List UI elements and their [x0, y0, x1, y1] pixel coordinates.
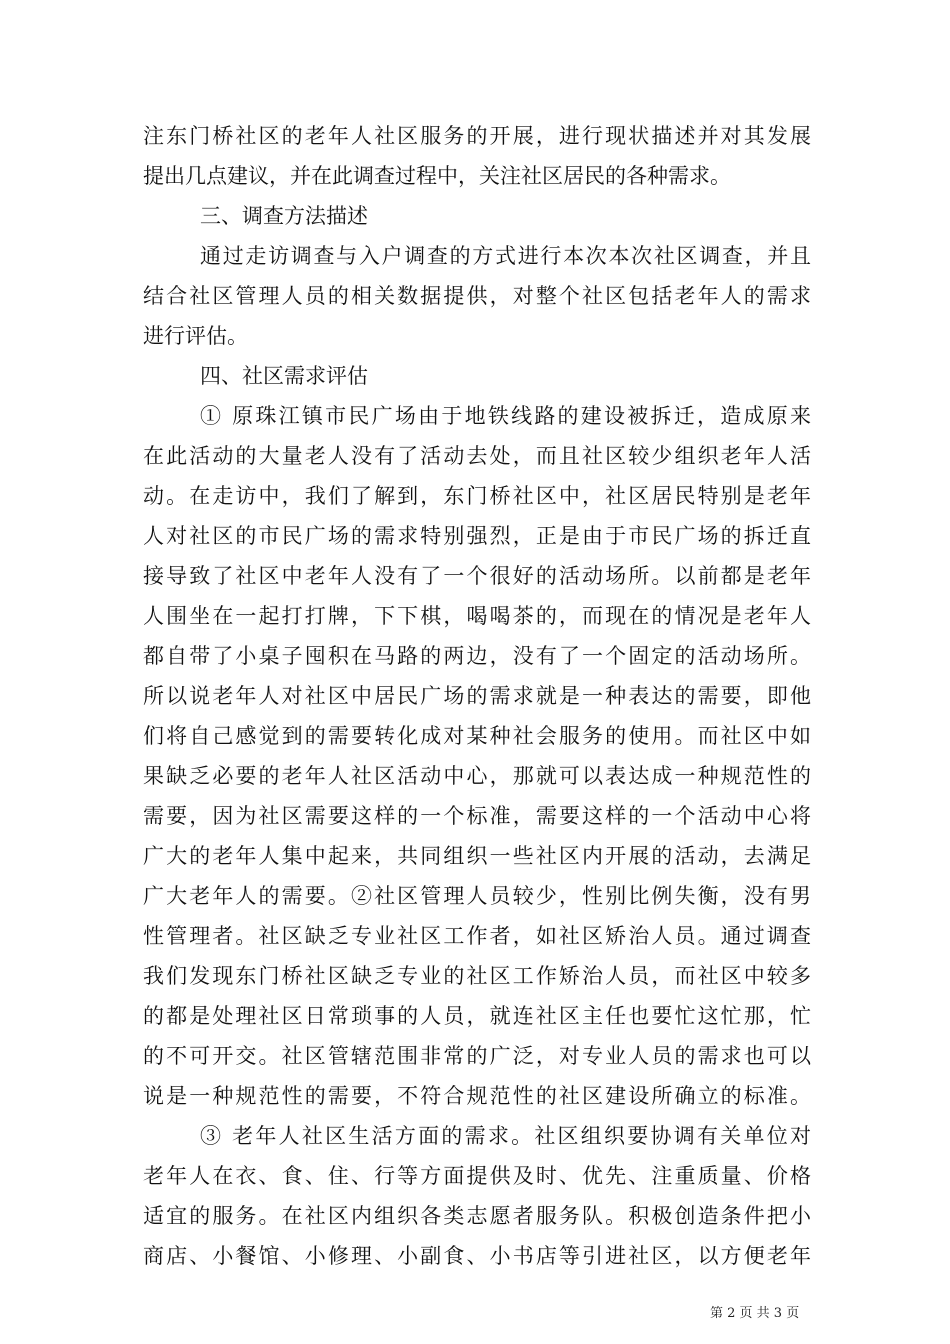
text-line: 人围坐在一起打打牌，下下棋，喝喝茶的，而现在的情况是老年人: [143, 604, 811, 628]
section-heading: 四、社区需求评估: [200, 364, 368, 388]
text-line: 的不可开交。社区管辖范围非常的广泛，对专业人员的需求也可以: [143, 1044, 811, 1068]
text-line: 广大的老年人集中起来，共同组织一些社区内开展的活动，去满足: [143, 844, 811, 868]
section-heading: 三、调查方法描述: [200, 204, 368, 228]
text-line: 广大老年人的需要。②社区管理人员较少，性别比例失衡，没有男: [143, 884, 811, 908]
text-line: 动。在走访中，我们了解到，东门桥社区中，社区居民特别是老年: [143, 484, 811, 508]
text-line: 说是一种规范性的需要，不符合规范性的社区建设所确立的标准。: [143, 1084, 811, 1108]
text-line: 都自带了小桌子囤积在马路的两边，没有了一个固定的活动场所。: [143, 644, 811, 668]
text-line: 我们发现东门桥社区缺乏专业的社区工作矫治人员，而社区中较多: [143, 964, 811, 988]
text-line: 性管理者。社区缺乏专业社区工作者，如社区矫治人员。通过调查: [143, 924, 811, 948]
text-line: 提出几点建议，并在此调查过程中，关注社区居民的各种需求。: [143, 164, 731, 188]
text-line: ③ 老年人社区生活方面的需求。社区组织要协调有关单位对: [200, 1124, 811, 1148]
page-number: 第 2 页 共 3 页: [710, 1306, 800, 1321]
document-body: [143, 116, 811, 1276]
text-line: 注东门桥社区的老年人社区服务的开展，进行现状描述并对其发展: [143, 124, 811, 148]
text-line: 结合社区管理人员的相关数据提供，对整个社区包括老年人的需求: [143, 284, 811, 308]
text-line: 所以说老年人对社区中居民广场的需求就是一种表达的需要，即他: [143, 684, 811, 708]
text-line: 人对社区的市民广场的需求特别强烈，正是由于市民广场的拆迁直: [143, 524, 811, 548]
text-line: 老年人在衣、食、住、行等方面提供及时、优先、注重质量、价格: [143, 1164, 811, 1188]
text-line: 进行评估。: [143, 324, 248, 348]
text-line: 商店、小餐馆、小修理、小副食、小书店等引进社区，以方便老年: [143, 1244, 811, 1268]
text-line: 的都是处理社区日常琐事的人员，就连社区主任也要忙这忙那，忙: [143, 1004, 811, 1028]
text-line: 需要，因为社区需要这样的一个标准，需要这样的一个活动中心将: [143, 804, 811, 828]
text-line: 适宜的服务。在社区内组织各类志愿者服务队。积极创造条件把小: [143, 1204, 811, 1228]
text-line: 接导致了社区中老年人没有了一个很好的活动场所。以前都是老年: [143, 564, 811, 588]
text-line: 们将自己感觉到的需要转化成对某种社会服务的使用。而社区中如: [143, 724, 811, 748]
text-line: ① 原珠江镇市民广场由于地铁线路的建设被拆迁，造成原来: [200, 404, 811, 428]
text-line: 果缺乏必要的老年人社区活动中心，那就可以表达成一种规范性的: [143, 764, 811, 788]
text-line: 在此活动的大量老人没有了活动去处，而且社区较少组织老年人活: [143, 444, 811, 468]
text-line: 通过走访调查与入户调查的方式进行本次本次社区调查，并且: [200, 244, 811, 268]
